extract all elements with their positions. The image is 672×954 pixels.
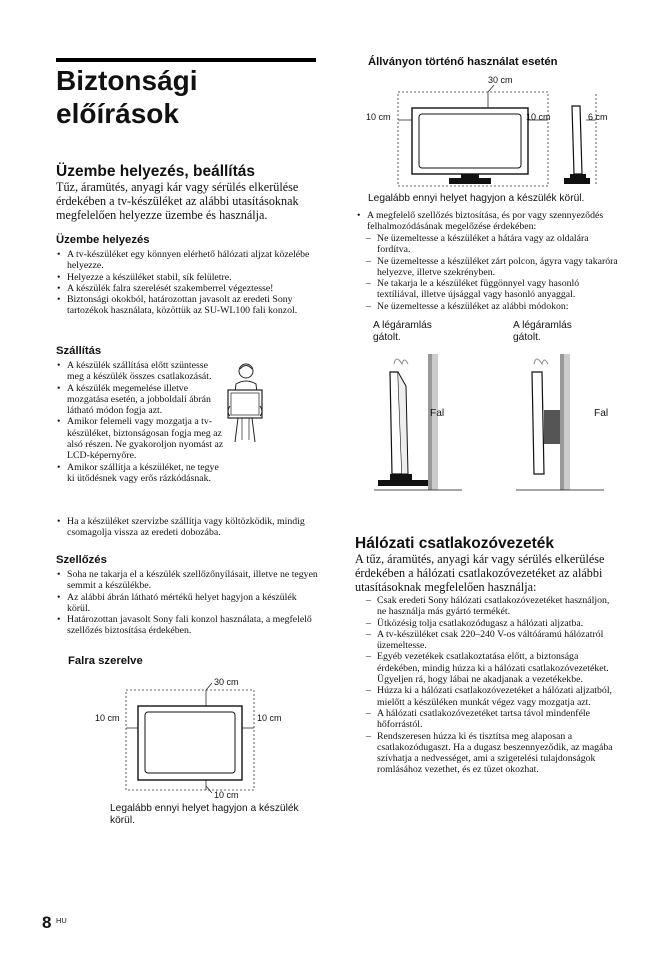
transport-list-wide — [56, 516, 318, 539]
list-item: – Csak eredeti Sony hálózati csatlakozóvezetéket használjon, ne használja más gyártó termékét. — [366, 595, 620, 618]
wall-bottom-label: 10 cm — [214, 790, 239, 800]
transport-list-narrow — [56, 360, 224, 484]
list-item: • Amikor szállítja a készüléket, ne tegye ki ütődésnek vagy erős rázkódásnak. — [56, 462, 224, 485]
wall-right-label: 10 cm — [257, 713, 282, 723]
ventilation-dash-list — [366, 233, 620, 312]
wall-left-label: 10 cm — [95, 713, 120, 723]
wall-label-right: Fal — [594, 408, 609, 419]
power-cord-intro: A tűz, áramütés, anyagi kár vagy sérülés elkerülése érdekében a hálózati csatlakozóvezetéket az alábbi utasításoknak megfelelően használja: — [355, 552, 605, 595]
ventilation-bullet — [356, 210, 620, 233]
airflow-blocked-label-right: A légáramlás gátolt. — [513, 320, 572, 343]
language-code: HU — [56, 916, 67, 925]
ventilation-heading: Szellőzés — [56, 554, 107, 566]
ventilation-list — [56, 569, 318, 637]
list-item: • A készülék szállítása előtt szüntesse meg a készülék összes csatlakozását. — [56, 360, 224, 383]
wall-top-label: 30 cm — [214, 677, 239, 687]
list-item: – Ne üzemeltesse a készüléket a hátára vagy az oldalára fordítva. — [366, 233, 620, 256]
list-item: – Ne üzemeltesse a készüléket az alábbi módokon: — [366, 301, 620, 312]
stand-top-label: 30 cm — [488, 75, 513, 85]
power-cord-list — [366, 595, 620, 776]
list-item: – Húzza ki a hálózati csatlakozóvezetéket a hálózati aljzatból, mielőtt a készüléken munkát végez vagy mozgatja azt. — [366, 685, 620, 708]
stand-clearance-diagram — [360, 76, 620, 188]
list-item: • A készülék falra szerelését szakemberrel végeztesse! — [56, 283, 318, 294]
section-heading-installation: Üzembe helyezés, beállítás — [56, 163, 256, 180]
list-item: – Ne üzemeltesse a készüléket zárt polcon, ágyra vagy takaróra helyezve, illetve szekrényben. — [366, 256, 620, 279]
install-list — [56, 249, 318, 317]
list-item: • A készülék megemelése illetve mozgatása esetén, a jobboldali ábrán látható módon fogja azt. — [56, 383, 224, 417]
stand-left-label: 10 cm — [366, 112, 391, 122]
list-item: • A tv-készüléket egy könnyen elérhető hálózati aljzat közelébe helyezze. — [56, 249, 318, 272]
wall-figure-caption: Legalább ennyi helyet hagyjon a készülék körül. — [110, 803, 299, 826]
power-cord-heading: Hálózati csatlakozóvezeték — [355, 535, 555, 552]
list-item: – Egyéb vezetékek csatlakoztatása előtt, a biztonsága érdekében, mindig húzza ki a hálózati csatlakozóvezetéket. Ügyeljen rá, hogy lábai ne akadjanak a vezetékekbe. — [366, 651, 620, 685]
list-item: – A hálózati csatlakozóvezetéket tartsa távol mindenféle hőforrástól. — [366, 708, 620, 731]
list-item: – Rendszeresen húzza ki és tisztítsa meg alaposan a csatlakozódugaszt. Ha a dugasz beszennyeződik, az magába szívhatja a nedvességet, ami a szigetelési tulajdonságok romlásához vezethet, és ez tüzet okozhat. — [366, 731, 620, 776]
list-item: • Helyezze a készüléket stabil, sík felületre. — [56, 272, 318, 283]
stand-heading: Állványon történő használat esetén — [368, 56, 558, 68]
install-heading: Üzembe helyezés — [56, 234, 150, 246]
page-title: Biztonsági előírások — [56, 65, 198, 129]
airflow-blocked-wall-illustration — [516, 350, 609, 498]
airflow-blocked-label-left: A légáramlás gátolt. — [373, 320, 432, 343]
list-item: • Határozottan javasolt Sony fali konzol használata, a megfelelő szellőzés biztosítása érdekében. — [56, 614, 318, 637]
stand-figure-caption: Legalább ennyi helyet hagyjon a készülék körül. — [368, 193, 585, 204]
list-item: – A tv-készüléket csak 220–240 V-os váltóáramú hálózatról üzemeltesse. — [366, 629, 620, 652]
list-item: • Amikor felemeli vagy mozgatja a tv-készüléket, biztonságosan fogja meg az alsó részen. Ne gyakoroljon nyomást az LCD-képernyőre. — [56, 416, 224, 461]
transport-heading: Szállítás — [56, 345, 102, 357]
section-intro: Tűz, áramütés, anyagi kár vagy sérülés elkerülése érdekében a tv-készüléket az alábbi utasításoknak megfelelően helyezze üzembe és használja. — [56, 180, 299, 223]
list-item: • A megfelelő szellőzés biztosítása, és por vagy szennyeződés felhalmozódásának megelőzése érdekében: — [356, 210, 620, 233]
airflow-blocked-stand-illustration — [374, 350, 464, 498]
wall-label-left: Fal — [430, 408, 445, 419]
list-item: – Ne takarja le a készüléket függönnyel vagy hasonló textíliával, illetve újsággal vagy hasonló anyaggal. — [366, 278, 620, 301]
list-item: • Soha ne takarja el a készülék szellőzőnyílásait, illetve ne tegyen semmit a készülékbe. — [56, 569, 318, 592]
stand-side-label: 6 cm — [588, 112, 608, 122]
list-item: • Ha a készüléket szervizbe szállítja vagy költözködik, mindig csomagolja vissza az eredeti dobozába. — [56, 516, 318, 539]
person-carrying-tv-illustration — [222, 362, 274, 446]
list-item: • Biztonsági okokból, határozottan javasolt az eredeti Sony tartozékok használata, közöttük az SU-WL100 fali konzol. — [56, 294, 318, 317]
list-item: – Ütközésig tolja csatlakozódugasz a hálózati aljzatba. — [366, 618, 620, 629]
wall-mount-clearance-diagram — [90, 670, 290, 805]
list-item: • Az alábbi ábrán látható mértékű helyet hagyjon a készülék körül. — [56, 592, 318, 615]
title-rule — [56, 58, 316, 62]
stand-right-label: 10 cm — [526, 112, 551, 122]
wall-mount-heading: Falra szerelve — [68, 655, 143, 667]
page-number: 8 — [42, 913, 52, 932]
